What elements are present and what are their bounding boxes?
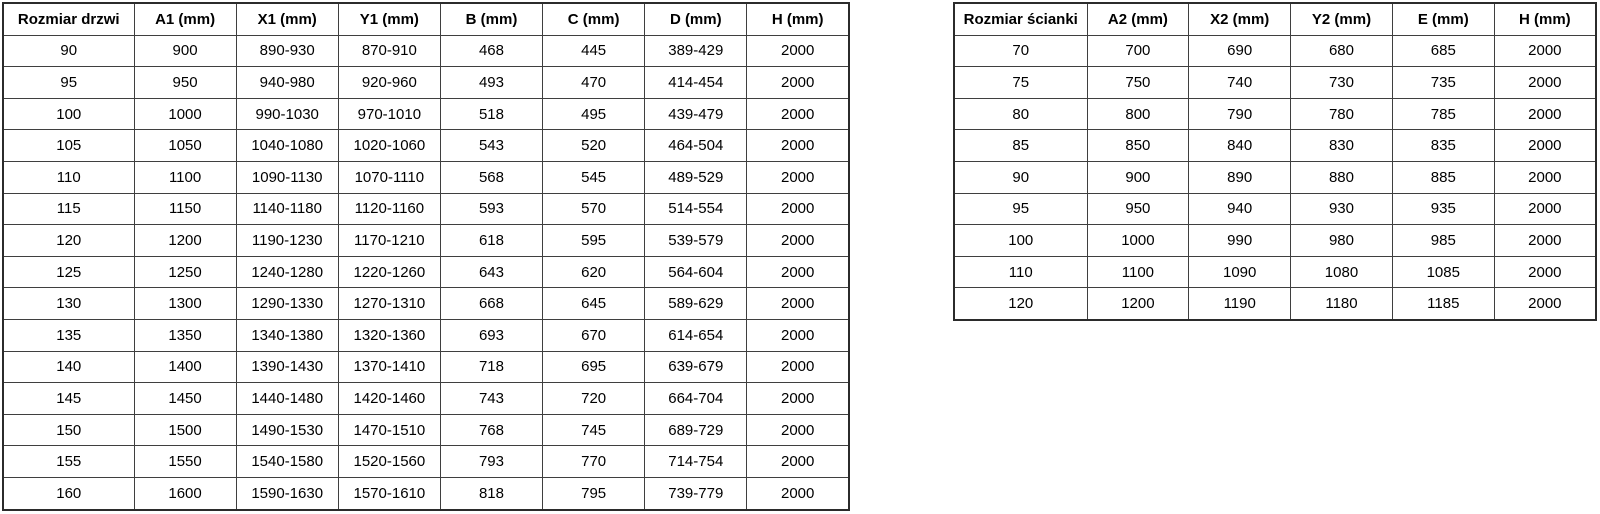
table-cell: 1150 xyxy=(134,193,236,225)
table-cell: 2000 xyxy=(1494,288,1596,320)
table-cell: 2000 xyxy=(1494,67,1596,99)
table-cell: 618 xyxy=(440,225,542,257)
table-cell: 135 xyxy=(3,319,134,351)
table-cell: 445 xyxy=(543,35,645,67)
table-cell: 105 xyxy=(3,130,134,162)
table-cell: 1450 xyxy=(134,383,236,415)
table-cell: 1600 xyxy=(134,477,236,509)
table-cell: 970-1010 xyxy=(338,98,440,130)
table-cell: 1240-1280 xyxy=(236,256,338,288)
table-cell: 1320-1360 xyxy=(338,319,440,351)
column-header: E (mm) xyxy=(1392,3,1494,35)
table-cell: 85 xyxy=(954,130,1087,162)
table-cell: 2000 xyxy=(1494,193,1596,225)
table-row xyxy=(954,256,1596,288)
table-cell: 743 xyxy=(440,383,542,415)
table-cell: 689-729 xyxy=(645,414,747,446)
column-header: H (mm) xyxy=(747,3,849,35)
table-cell: 790 xyxy=(1189,98,1291,130)
table-cell: 1300 xyxy=(134,288,236,320)
table-cell: 664-704 xyxy=(645,383,747,415)
table-cell: 1190 xyxy=(1189,288,1291,320)
table-cell: 90 xyxy=(3,35,134,67)
table-row xyxy=(3,256,849,288)
table-cell: 818 xyxy=(440,477,542,509)
table-cell: 690 xyxy=(1189,35,1291,67)
table-cell: 155 xyxy=(3,446,134,478)
table-cell: 1250 xyxy=(134,256,236,288)
table-cell: 1440-1480 xyxy=(236,383,338,415)
table-cell: 70 xyxy=(954,35,1087,67)
table-cell: 1270-1310 xyxy=(338,288,440,320)
table-cell: 1390-1430 xyxy=(236,351,338,383)
table-cell: 850 xyxy=(1087,130,1189,162)
table-cell: 890-930 xyxy=(236,35,338,67)
table-row xyxy=(954,35,1596,67)
table-cell: 589-629 xyxy=(645,288,747,320)
table-cell: 670 xyxy=(543,319,645,351)
table-row xyxy=(3,288,849,320)
table-cell: 645 xyxy=(543,288,645,320)
table-cell: 493 xyxy=(440,67,542,99)
table-row xyxy=(3,98,849,130)
table-cell: 920-960 xyxy=(338,67,440,99)
table-cell: 1120-1160 xyxy=(338,193,440,225)
table-cell: 2000 xyxy=(747,225,849,257)
table-cell: 2000 xyxy=(1494,161,1596,193)
table-cell: 1040-1080 xyxy=(236,130,338,162)
table-cell: 1170-1210 xyxy=(338,225,440,257)
table-row xyxy=(954,288,1596,320)
table-cell: 714-754 xyxy=(645,446,747,478)
table-row xyxy=(954,98,1596,130)
column-header: B (mm) xyxy=(440,3,542,35)
table-row xyxy=(3,193,849,225)
table-cell: 935 xyxy=(1392,193,1494,225)
table-cell: 520 xyxy=(543,130,645,162)
wall-size-table xyxy=(953,2,1597,321)
table-cell: 2000 xyxy=(747,67,849,99)
table-cell: 793 xyxy=(440,446,542,478)
wall-size-table-container xyxy=(953,2,1597,321)
table-cell: 2000 xyxy=(747,98,849,130)
table-cell: 1490-1530 xyxy=(236,414,338,446)
table-cell: 570 xyxy=(543,193,645,225)
table-row xyxy=(3,446,849,478)
table-cell: 1290-1330 xyxy=(236,288,338,320)
table-cell: 1080 xyxy=(1291,256,1393,288)
table-cell: 95 xyxy=(954,193,1087,225)
table-cell: 835 xyxy=(1392,130,1494,162)
table-cell: 890 xyxy=(1189,161,1291,193)
table-cell: 90 xyxy=(954,161,1087,193)
table-cell: 1050 xyxy=(134,130,236,162)
table-cell: 1090-1130 xyxy=(236,161,338,193)
table-cell: 780 xyxy=(1291,98,1393,130)
table-row xyxy=(3,161,849,193)
table-cell: 718 xyxy=(440,351,542,383)
table-cell: 685 xyxy=(1392,35,1494,67)
table-cell: 1140-1180 xyxy=(236,193,338,225)
table-cell: 900 xyxy=(1087,161,1189,193)
table-cell: 1500 xyxy=(134,414,236,446)
table-cell: 2000 xyxy=(747,130,849,162)
table-row xyxy=(3,67,849,99)
column-header: Rozmiar ścianki xyxy=(954,3,1087,35)
door-size-table-container xyxy=(2,2,850,511)
column-header: A1 (mm) xyxy=(134,3,236,35)
table-row xyxy=(3,414,849,446)
table-cell: 545 xyxy=(543,161,645,193)
table-cell: 2000 xyxy=(747,477,849,509)
table-row xyxy=(3,477,849,509)
table-cell: 1000 xyxy=(134,98,236,130)
table-cell: 668 xyxy=(440,288,542,320)
table-cell: 695 xyxy=(543,351,645,383)
table-cell: 2000 xyxy=(747,383,849,415)
table-cell: 870-910 xyxy=(338,35,440,67)
table-cell: 639-679 xyxy=(645,351,747,383)
table-cell: 768 xyxy=(440,414,542,446)
table-cell: 595 xyxy=(543,225,645,257)
table-cell: 740 xyxy=(1189,67,1291,99)
table-row xyxy=(3,130,849,162)
column-header: Rozmiar drzwi xyxy=(3,3,134,35)
table-cell: 985 xyxy=(1392,225,1494,257)
table-cell: 1470-1510 xyxy=(338,414,440,446)
table-cell: 439-479 xyxy=(645,98,747,130)
table-cell: 795 xyxy=(543,477,645,509)
table-cell: 2000 xyxy=(747,414,849,446)
table-row xyxy=(954,161,1596,193)
column-header: X2 (mm) xyxy=(1189,3,1291,35)
table-cell: 940 xyxy=(1189,193,1291,225)
table-cell: 940-980 xyxy=(236,67,338,99)
table-cell: 700 xyxy=(1087,35,1189,67)
table-row xyxy=(3,35,849,67)
table-cell: 1180 xyxy=(1291,288,1393,320)
table-cell: 1020-1060 xyxy=(338,130,440,162)
column-header: H (mm) xyxy=(1494,3,1596,35)
table-cell: 160 xyxy=(3,477,134,509)
table-cell: 140 xyxy=(3,351,134,383)
table-cell: 1340-1380 xyxy=(236,319,338,351)
table-cell: 739-779 xyxy=(645,477,747,509)
table-cell: 720 xyxy=(543,383,645,415)
table-cell: 1220-1260 xyxy=(338,256,440,288)
table-cell: 2000 xyxy=(1494,225,1596,257)
table-cell: 2000 xyxy=(1494,130,1596,162)
table-cell: 1200 xyxy=(134,225,236,257)
column-header: C (mm) xyxy=(543,3,645,35)
table-cell: 564-604 xyxy=(645,256,747,288)
table-cell: 950 xyxy=(134,67,236,99)
table-cell: 990 xyxy=(1189,225,1291,257)
table-cell: 980 xyxy=(1291,225,1393,257)
header-row xyxy=(3,3,849,35)
column-header: A2 (mm) xyxy=(1087,3,1189,35)
table-cell: 730 xyxy=(1291,67,1393,99)
table-cell: 468 xyxy=(440,35,542,67)
table-row xyxy=(954,67,1596,99)
table-cell: 2000 xyxy=(1494,35,1596,67)
column-header: X1 (mm) xyxy=(236,3,338,35)
table-cell: 735 xyxy=(1392,67,1494,99)
table-cell: 2000 xyxy=(747,446,849,478)
table-cell: 1070-1110 xyxy=(338,161,440,193)
table-cell: 1370-1410 xyxy=(338,351,440,383)
table-cell: 489-529 xyxy=(645,161,747,193)
table-cell: 2000 xyxy=(747,288,849,320)
table-cell: 900 xyxy=(134,35,236,67)
table-cell: 2000 xyxy=(1494,98,1596,130)
table-cell: 1200 xyxy=(1087,288,1189,320)
table-cell: 680 xyxy=(1291,35,1393,67)
table-cell: 2000 xyxy=(747,256,849,288)
column-header: D (mm) xyxy=(645,3,747,35)
table-cell: 950 xyxy=(1087,193,1189,225)
table-cell: 693 xyxy=(440,319,542,351)
table-cell: 1100 xyxy=(1087,256,1189,288)
door-size-table xyxy=(2,2,850,511)
table-cell: 514-554 xyxy=(645,193,747,225)
table-cell: 750 xyxy=(1087,67,1189,99)
table-cell: 785 xyxy=(1392,98,1494,130)
table-cell: 1520-1560 xyxy=(338,446,440,478)
table-cell: 1100 xyxy=(134,161,236,193)
table-cell: 1085 xyxy=(1392,256,1494,288)
table-cell: 830 xyxy=(1291,130,1393,162)
table-cell: 2000 xyxy=(747,161,849,193)
table-cell: 2000 xyxy=(747,351,849,383)
table-cell: 1185 xyxy=(1392,288,1494,320)
table-row xyxy=(3,319,849,351)
table-cell: 100 xyxy=(954,225,1087,257)
table-row xyxy=(3,351,849,383)
table-cell: 1000 xyxy=(1087,225,1189,257)
table-cell: 414-454 xyxy=(645,67,747,99)
table-row xyxy=(954,225,1596,257)
table-cell: 125 xyxy=(3,256,134,288)
table-cell: 1570-1610 xyxy=(338,477,440,509)
table-row xyxy=(3,225,849,257)
table-cell: 75 xyxy=(954,67,1087,99)
table-cell: 120 xyxy=(3,225,134,257)
table-cell: 614-654 xyxy=(645,319,747,351)
table-cell: 1090 xyxy=(1189,256,1291,288)
table-cell: 840 xyxy=(1189,130,1291,162)
header-row xyxy=(954,3,1596,35)
table-cell: 2000 xyxy=(747,319,849,351)
table-row xyxy=(954,193,1596,225)
table-cell: 745 xyxy=(543,414,645,446)
table-cell: 100 xyxy=(3,98,134,130)
table-cell: 539-579 xyxy=(645,225,747,257)
table-cell: 2000 xyxy=(747,193,849,225)
table-cell: 885 xyxy=(1392,161,1494,193)
table-cell: 568 xyxy=(440,161,542,193)
table-cell: 518 xyxy=(440,98,542,130)
table-cell: 1400 xyxy=(134,351,236,383)
table-cell: 1190-1230 xyxy=(236,225,338,257)
table-cell: 110 xyxy=(954,256,1087,288)
table-cell: 880 xyxy=(1291,161,1393,193)
table-cell: 389-429 xyxy=(645,35,747,67)
table-cell: 80 xyxy=(954,98,1087,130)
table-cell: 800 xyxy=(1087,98,1189,130)
table-cell: 643 xyxy=(440,256,542,288)
table-cell: 95 xyxy=(3,67,134,99)
table-cell: 990-1030 xyxy=(236,98,338,130)
column-header: Y1 (mm) xyxy=(338,3,440,35)
table-cell: 1540-1580 xyxy=(236,446,338,478)
table-cell: 930 xyxy=(1291,193,1393,225)
table-cell: 2000 xyxy=(747,35,849,67)
table-cell: 150 xyxy=(3,414,134,446)
table-cell: 495 xyxy=(543,98,645,130)
table-cell: 1550 xyxy=(134,446,236,478)
table-cell: 593 xyxy=(440,193,542,225)
table-cell: 2000 xyxy=(1494,256,1596,288)
table-cell: 770 xyxy=(543,446,645,478)
table-cell: 1420-1460 xyxy=(338,383,440,415)
table-cell: 464-504 xyxy=(645,130,747,162)
table-cell: 470 xyxy=(543,67,645,99)
table-cell: 145 xyxy=(3,383,134,415)
column-header: Y2 (mm) xyxy=(1291,3,1393,35)
table-cell: 620 xyxy=(543,256,645,288)
table-cell: 543 xyxy=(440,130,542,162)
table-cell: 1350 xyxy=(134,319,236,351)
table-cell: 110 xyxy=(3,161,134,193)
table-cell: 130 xyxy=(3,288,134,320)
table-row xyxy=(3,383,849,415)
table-cell: 120 xyxy=(954,288,1087,320)
table-row xyxy=(954,130,1596,162)
table-cell: 115 xyxy=(3,193,134,225)
table-cell: 1590-1630 xyxy=(236,477,338,509)
